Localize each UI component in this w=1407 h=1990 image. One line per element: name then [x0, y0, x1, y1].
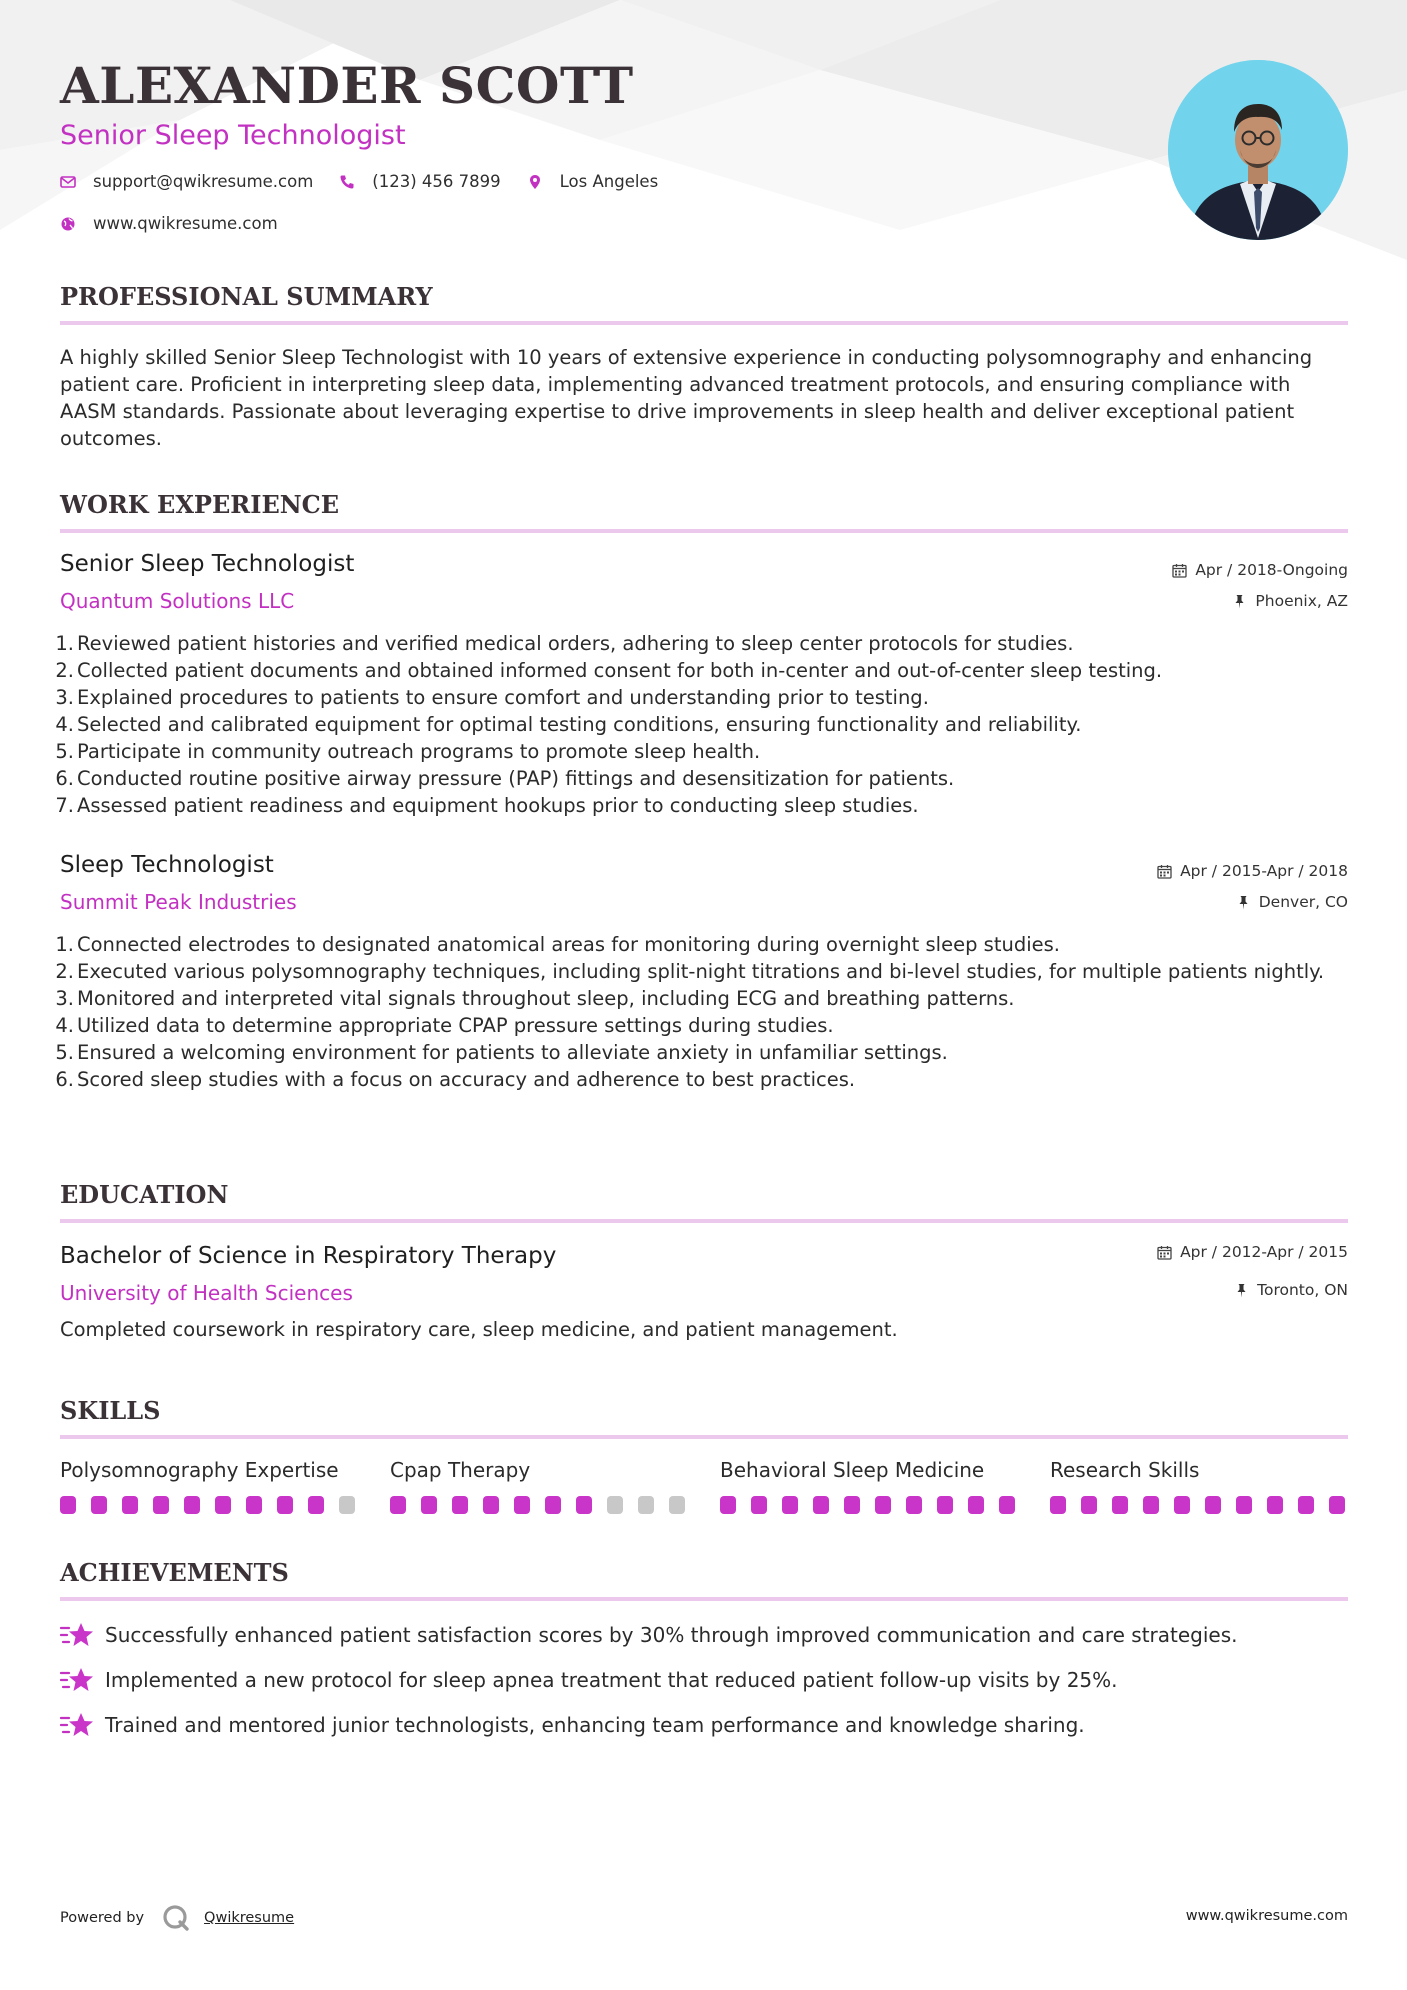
job-responsibilities [55, 931, 1348, 1093]
skill-dot-filled [1205, 1496, 1221, 1514]
skill-dot-filled [751, 1496, 767, 1514]
skill-dot-filled [1050, 1496, 1066, 1514]
powered-by [60, 1904, 294, 1932]
contact-row-website [60, 214, 304, 233]
school-name: University of Health Sciences [60, 1281, 353, 1305]
footer-website[interactable]: www.qwikresume.com [1185, 1908, 1348, 1924]
achievements-heading: ACHIEVEMENTS [60, 1558, 289, 1587]
list-item: 5. Ensured a welcoming environment for patients to alleviate anxiety in unfamiliar settings. [55, 1041, 948, 1064]
skill-dot-filled [937, 1496, 953, 1514]
skill-dot-filled [1267, 1496, 1283, 1514]
list-item: 2. Collected patient documents and obtained informed consent for both in-center and out-of-center sleep testing. [55, 659, 1163, 682]
contact-row [60, 172, 684, 191]
summary-text: A highly skilled Senior Sleep Technologist with 10 years of extensive experience in conducting polysomnography and enhancing patient care. Proficient in interpreting sleep data, implementing advanced treatment protocols, and ensuring compliance with AASM standards. Passionate about leveraging expertise to drive improvements in sleep health and deliver exceptional patient outcomes. [60, 346, 1313, 450]
skills-divider [60, 1435, 1348, 1439]
skill-dot-filled [1236, 1496, 1252, 1514]
skill-name: Research Skills [1050, 1458, 1200, 1482]
job-location-text: Phoenix, AZ [1255, 592, 1348, 610]
globe-icon [60, 216, 76, 232]
list-item: 3. Explained procedures to patients to ensure comfort and understanding prior to testing. [55, 686, 929, 709]
skill-dot-filled [1112, 1496, 1128, 1514]
skill-dot-filled [1143, 1496, 1159, 1514]
powered-by-label: Powered by [60, 1910, 145, 1926]
skill-dot-filled [844, 1496, 860, 1514]
contact-website[interactable] [60, 214, 278, 233]
skill-dot-filled [813, 1496, 829, 1514]
education-dates [1157, 1241, 1348, 1263]
contact-email[interactable] [60, 172, 313, 191]
skill-dot-filled [421, 1496, 437, 1514]
job-title: Sleep Technologist [60, 852, 274, 878]
job-title: Senior Sleep Technologist [60, 551, 355, 577]
achievement-item [60, 1665, 1348, 1695]
list-item: 5. Participate in community outreach programs to promote sleep health. [55, 740, 761, 763]
education-dates-text: Apr / 2012-Apr / 2015 [1180, 1243, 1348, 1261]
education-description: Completed coursework in respiratory care, sleep medicine, and patient management. [60, 1318, 898, 1341]
skill-dot-filled [968, 1496, 984, 1514]
calendar-icon [1157, 864, 1172, 879]
achievement-text: Successfully enhanced patient satisfaction scores by 30% through improved communication and care strategies. [105, 1623, 1238, 1647]
achievement-text: Trained and mentored junior technologists, enhancing team performance and knowledge sharing. [105, 1713, 1085, 1737]
skill-dot-filled [390, 1496, 406, 1514]
education-heading: EDUCATION [60, 1180, 229, 1209]
email-text: support@qwikresume.com [93, 172, 314, 191]
job-location [1232, 590, 1348, 612]
envelope-icon [60, 174, 76, 190]
phone-text: (123) 456 7899 [372, 172, 501, 191]
skill-dot-filled [1298, 1496, 1314, 1514]
skill-item [390, 1456, 690, 1484]
skill-dot-empty [669, 1496, 685, 1514]
candidate-name: ALEXANDER SCOTT [60, 56, 634, 115]
calendar-icon [1157, 1245, 1172, 1260]
skill-dot-filled [720, 1496, 736, 1514]
job-location [1236, 891, 1348, 913]
contact-phone[interactable] [339, 172, 500, 191]
skill-dot-filled [215, 1496, 231, 1514]
map-pin-icon [527, 174, 543, 190]
contact-location [527, 172, 659, 191]
job-dates-text: Apr / 2015-Apr / 2018 [1180, 862, 1348, 880]
list-item: 1. Reviewed patient histories and verified medical orders, adhering to sleep center protocols for studies. [55, 632, 1074, 655]
list-item: 2. Executed various polysomnography techniques, including split-night titrations and bi-level studies, for multiple patients nightly. [55, 960, 1325, 983]
skill-dot-filled [999, 1496, 1015, 1514]
experience-divider [60, 529, 1348, 533]
skill-dot-filled [1329, 1496, 1345, 1514]
experience-heading: WORK EXPERIENCE [60, 490, 340, 519]
list-item: 6. Conducted routine positive airway pressure (PAP) fittings and desensitization for patients. [55, 767, 955, 790]
phone-icon [339, 174, 355, 190]
list-item: 4. Utilized data to determine appropriate CPAP pressure settings during studies. [55, 1014, 834, 1037]
list-item: 6. Scored sleep studies with a focus on accuracy and adherence to best practices. [55, 1068, 856, 1091]
skill-dot-filled [576, 1496, 592, 1514]
education-location-text: Toronto, ON [1257, 1281, 1348, 1299]
skill-dot-filled [483, 1496, 499, 1514]
footer [60, 1900, 1348, 1930]
skill-dot-filled [782, 1496, 798, 1514]
job-responsibilities [55, 630, 1348, 819]
list-item: 7. Assessed patient readiness and equipment hookups prior to conducting sleep studies. [55, 794, 919, 817]
skill-dot-filled [60, 1496, 76, 1514]
skill-dot-filled [246, 1496, 262, 1514]
list-item: 1. Connected electrodes to designated anatomical areas for monitoring during overnight sleep studies. [55, 933, 1060, 956]
job-dates-text: Apr / 2018-Ongoing [1195, 561, 1348, 579]
summary-divider [60, 321, 1348, 325]
skill-dot-empty [638, 1496, 654, 1514]
portrait-image [1168, 60, 1348, 240]
summary-heading: PROFESSIONAL SUMMARY [60, 282, 433, 311]
skill-dot-filled [153, 1496, 169, 1514]
skill-item [1050, 1456, 1350, 1484]
qwikresume-logo-icon [162, 1904, 190, 1932]
job-company: Quantum Solutions LLC [60, 589, 295, 613]
list-item: 4. Selected and calibrated equipment for optimal testing conditions, ensuring functionality and reliability. [55, 713, 1082, 736]
skill-dot-filled [514, 1496, 530, 1514]
skill-dot-filled [122, 1496, 138, 1514]
education-location [1234, 1279, 1348, 1301]
skill-dot-filled [277, 1496, 293, 1514]
job-location-text: Denver, CO [1258, 893, 1348, 911]
skill-dot-empty [339, 1496, 355, 1514]
skill-item [60, 1456, 360, 1484]
list-item: 3. Monitored and interpreted vital signals throughout sleep, including ECG and breathing patterns. [55, 987, 1015, 1010]
shooting-star-icon [60, 1665, 94, 1695]
skill-dot-filled [184, 1496, 200, 1514]
skill-dot-filled [545, 1496, 561, 1514]
degree-title: Bachelor of Science in Respiratory Therapy [60, 1243, 557, 1269]
pushpin-icon [1236, 895, 1251, 910]
achievement-item [60, 1710, 1348, 1740]
skills-heading: SKILLS [60, 1396, 161, 1425]
website-text: www.qwikresume.com [93, 214, 278, 233]
job-dates [1172, 559, 1348, 581]
job-dates [1157, 860, 1348, 882]
skill-dot-filled [1174, 1496, 1190, 1514]
skill-dot-filled [875, 1496, 891, 1514]
calendar-icon [1172, 563, 1187, 578]
skill-dot-filled [91, 1496, 107, 1514]
skill-dot-filled [1081, 1496, 1097, 1514]
skill-dot-filled [906, 1496, 922, 1514]
skill-dot-empty [607, 1496, 623, 1514]
pushpin-icon [1234, 1283, 1249, 1298]
education-divider [60, 1219, 1348, 1223]
job-company: Summit Peak Industries [60, 890, 297, 914]
shooting-star-icon [60, 1620, 94, 1650]
achievements-divider [60, 1597, 1348, 1601]
skill-name: Cpap Therapy [390, 1458, 531, 1482]
location-text: Los Angeles [559, 172, 659, 191]
skill-dot-filled [452, 1496, 468, 1514]
candidate-role: Senior Sleep Technologist [60, 120, 406, 151]
skill-dot-filled [308, 1496, 324, 1514]
achievement-text: Implemented a new protocol for sleep apnea treatment that reduced patient follow-up visits by 25%. [105, 1668, 1118, 1692]
qwikresume-link[interactable]: Qwikresume [204, 1910, 295, 1926]
shooting-star-icon [60, 1710, 94, 1740]
skill-name: Behavioral Sleep Medicine [720, 1458, 985, 1482]
pushpin-icon [1232, 594, 1247, 609]
skill-name: Polysomnography Expertise [60, 1458, 339, 1482]
achievement-item [60, 1620, 1348, 1650]
skill-item [720, 1456, 1020, 1484]
profile-photo [1168, 60, 1348, 240]
